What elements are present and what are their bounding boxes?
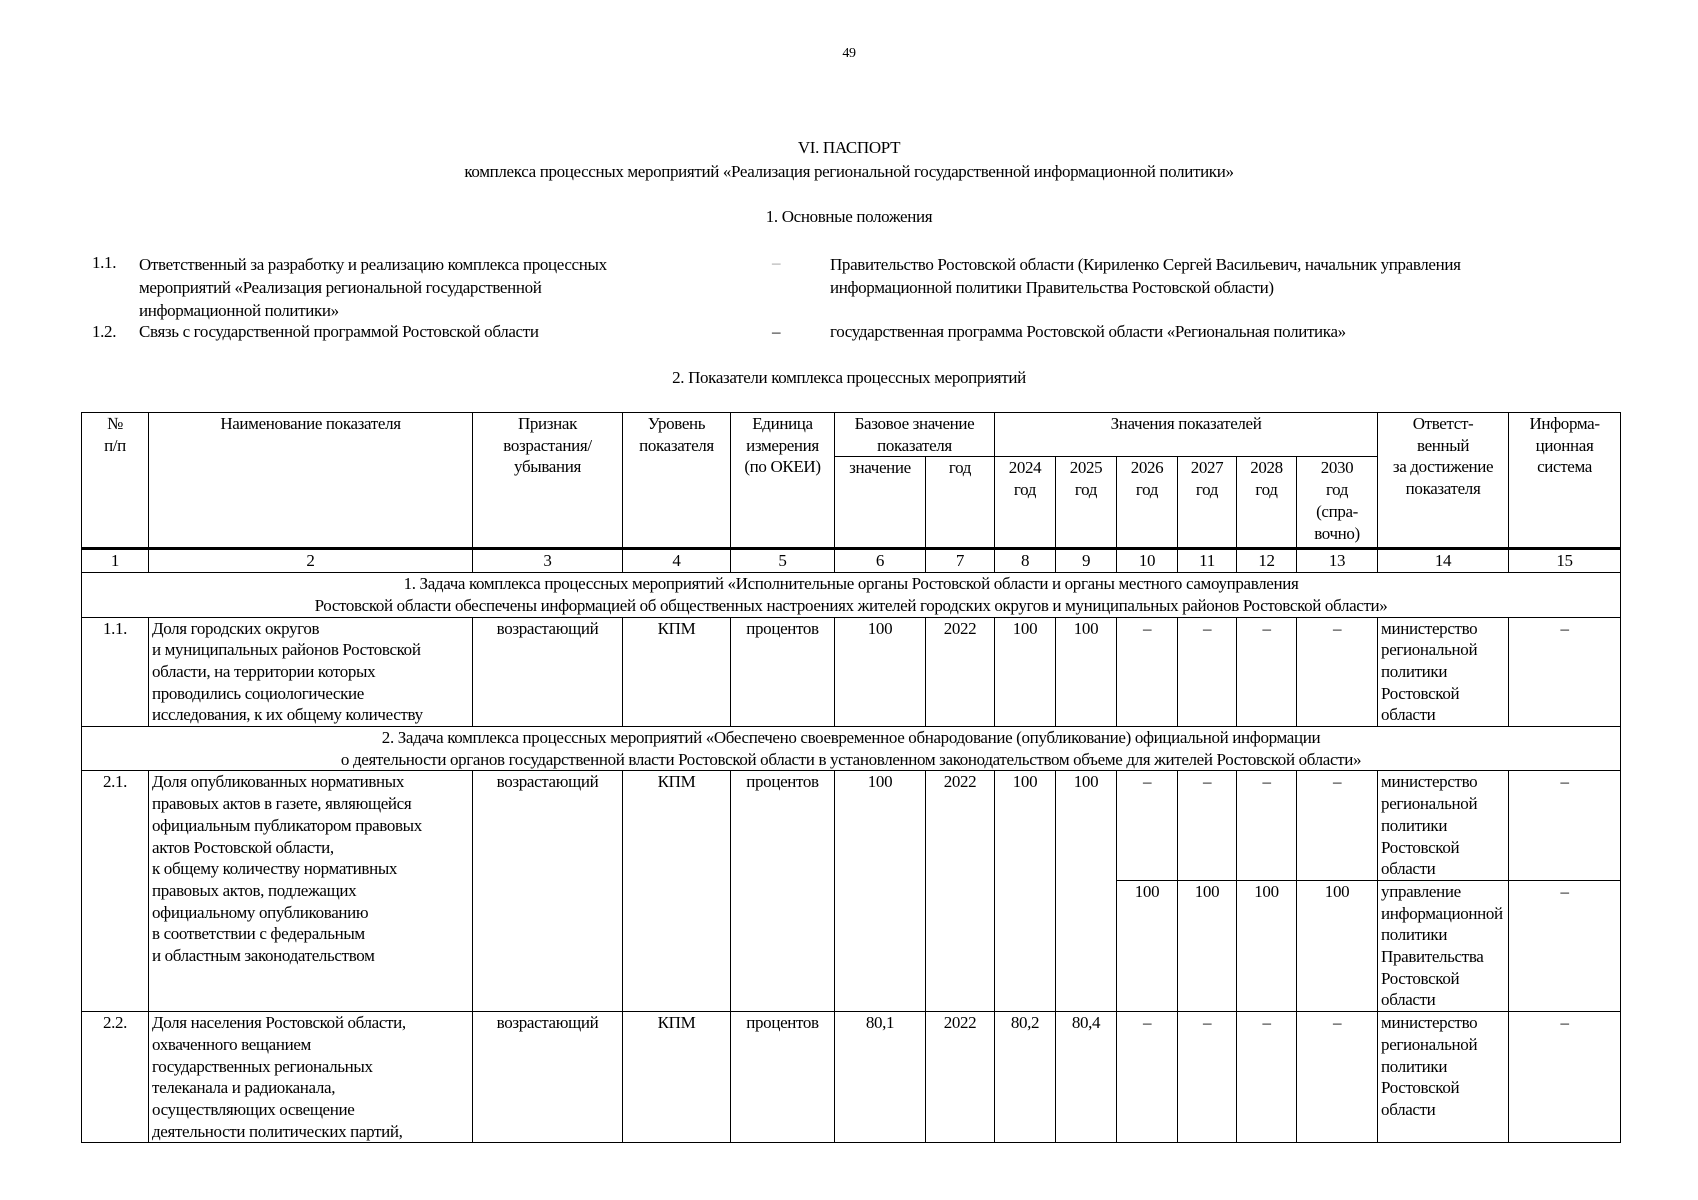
value-2024: 100	[995, 617, 1056, 727]
header-responsible: Ответст- венный за достижение показателя	[1378, 413, 1509, 549]
value-2027: –	[1178, 1012, 1237, 1143]
indicator-name: Доля городских округов и муниципальных районов Ростовской области, на территории которых проводились социологические исследования, к их общему количеству	[149, 617, 473, 727]
header-values: Значения показателей	[995, 413, 1378, 457]
value-2028: –	[1237, 617, 1297, 727]
header-direction: Признак возрастания/ убывания	[473, 413, 623, 549]
column-number: 4	[623, 549, 731, 573]
indicator-level: КПМ	[623, 1012, 731, 1143]
responsible: министерство региональной политики Ростовской области	[1378, 1012, 1509, 1143]
base-value: 100	[835, 617, 926, 727]
indicator-level: КПМ	[623, 617, 731, 727]
item-1-2-value: государственная программа Ростовской области «Региональная политика»	[830, 322, 1346, 341]
header-year-2028: 2028 год	[1237, 457, 1297, 549]
task-title: 2. Задача комплекса процессных мероприятий «Обеспечено своевременное обнародование (опубликование) официальной информации о деятельности органов государственной власти Ростовской области в установленном законодательством объеме для жителей Ростовской области»	[82, 727, 1621, 771]
page-title: VI. ПАСПОРТ	[797, 138, 901, 157]
table-body	[82, 573, 1621, 1143]
item-1-2-label: Связь с государственной программой Ростовской области	[139, 322, 539, 341]
indicator-level: КПМ	[623, 771, 731, 1012]
header-year-2027: 2027 год	[1178, 457, 1237, 549]
indicator-number: 1.1.	[82, 617, 149, 727]
column-number: 2	[149, 549, 473, 573]
column-number: 1	[82, 549, 149, 573]
header-base-year: год	[926, 457, 995, 549]
value-2030: –	[1297, 771, 1378, 881]
value-2027: 100	[1178, 880, 1237, 1011]
indicator-direction: возрастающий	[473, 617, 623, 727]
value-2027: –	[1178, 617, 1237, 727]
value-2025: 100	[1056, 771, 1117, 1012]
value-2026: 100	[1117, 880, 1178, 1011]
value-2026: –	[1117, 1012, 1178, 1143]
value-2026: –	[1117, 771, 1178, 881]
column-number: 13	[1297, 549, 1378, 573]
column-number: 12	[1237, 549, 1297, 573]
base-year: 2022	[926, 617, 995, 727]
indicator-name: Доля населения Ростовской области, охваченного вещанием государственных региональных телеканала и радиоканала, осуществляющих освещение деятельности политических партий,	[149, 1012, 473, 1143]
header-name: Наименование показателя	[149, 413, 473, 549]
column-number: 3	[473, 549, 623, 573]
column-number: 5	[731, 549, 835, 573]
base-value: 100	[835, 771, 926, 1012]
column-number: 11	[1178, 549, 1237, 573]
indicator-number: 2.1.	[82, 771, 149, 1012]
indicator-name: Доля опубликованных нормативных правовых актов в газете, являющейся официальным публикатором правовых актов Ростовской области, к общему количеству нормативных правовых актов, подлежащих официальному опубликованию в соответствии с федеральным и областным законодательством	[149, 771, 473, 1012]
header-year-2026: 2026 год	[1117, 457, 1178, 549]
column-number: 10	[1117, 549, 1178, 573]
value-2030: –	[1297, 617, 1378, 727]
indicator-row	[82, 617, 1621, 727]
section1-title: 1. Основные положения	[765, 207, 933, 226]
header-base: Базовое значение показателя	[835, 413, 995, 457]
header-info-system: Информа- ционная система	[1509, 413, 1621, 549]
column-number: 14	[1378, 549, 1509, 573]
page-subtitle: комплекса процессных мероприятий «Реализация региональной государственной информационной политики»	[464, 162, 1234, 181]
column-numbers-row	[82, 549, 1621, 573]
value-2025: 80,4	[1056, 1012, 1117, 1143]
value-2025: 100	[1056, 617, 1117, 727]
indicator-row	[82, 1012, 1621, 1143]
item-1-1-value: Правительство Ростовской области (Кириленко Сергей Васильевич, начальник управления информационной политики Правительства Ростовской области)	[830, 255, 1461, 297]
page-number: 49	[842, 46, 856, 61]
header-year-2025: 2025 год	[1056, 457, 1117, 549]
base-year: 2022	[926, 771, 995, 1012]
indicators-table	[81, 412, 1621, 1143]
task-row	[82, 727, 1621, 771]
task-title: 1. Задача комплекса процессных мероприятий «Исполнительные органы Ростовской области и органы местного самоуправления Ростовской области обеспечены информацией об общественных настроениях жителей городских округов и муниципальных районов Ростовской области»	[82, 573, 1621, 617]
info-system: –	[1509, 771, 1621, 881]
value-2027: –	[1178, 771, 1237, 881]
value-2028: 100	[1237, 880, 1297, 1011]
section2-title: 2. Показатели комплекса процессных мероприятий	[672, 368, 1026, 387]
header-year-2024: 2024 год	[995, 457, 1056, 549]
indicator-row	[82, 771, 1621, 881]
indicator-unit: процентов	[731, 1012, 835, 1143]
indicator-direction: возрастающий	[473, 771, 623, 1012]
value-2026: –	[1117, 617, 1178, 727]
info-system: –	[1509, 880, 1621, 1011]
header-base-value: значение	[835, 457, 926, 549]
column-number: 7	[926, 549, 995, 573]
responsible: министерство региональной политики Ростовской области	[1378, 617, 1509, 727]
item-1-2-number: 1.2.	[92, 322, 117, 341]
indicator-direction: возрастающий	[473, 1012, 623, 1143]
header-unit: Единица измерения (по ОКЕИ)	[731, 413, 835, 549]
value-2028: –	[1237, 1012, 1297, 1143]
column-number: 8	[995, 549, 1056, 573]
column-number: 6	[835, 549, 926, 573]
item-1-2-dash: –	[772, 322, 781, 341]
responsible: управление информационной политики Правительства Ростовской области	[1378, 880, 1509, 1011]
task-row	[82, 573, 1621, 617]
item-1-1-dash: –	[772, 253, 781, 272]
column-number: 15	[1509, 549, 1621, 573]
indicator-unit: процентов	[731, 617, 835, 727]
indicator-unit: процентов	[731, 771, 835, 1012]
value-2024: 80,2	[995, 1012, 1056, 1143]
item-1-1-number: 1.1.	[92, 253, 117, 272]
header-level: Уровень показателя	[623, 413, 731, 549]
column-number: 9	[1056, 549, 1117, 573]
info-system: –	[1509, 1012, 1621, 1143]
header-year-2030: 2030 год (спра- вочно)	[1297, 457, 1378, 549]
value-2030: –	[1297, 1012, 1378, 1143]
header-num: № п/п	[82, 413, 149, 549]
value-2024: 100	[995, 771, 1056, 1012]
info-system: –	[1509, 617, 1621, 727]
value-2030: 100	[1297, 880, 1378, 1011]
base-year: 2022	[926, 1012, 995, 1143]
base-value: 80,1	[835, 1012, 926, 1143]
value-2028: –	[1237, 771, 1297, 881]
indicator-number: 2.2.	[82, 1012, 149, 1143]
responsible: министерство региональной политики Ростовской области	[1378, 771, 1509, 881]
item-1-1-label: Ответственный за разработку и реализацию комплекса процессных мероприятий «Реализация региональной государственной информационной политики»	[139, 255, 607, 320]
